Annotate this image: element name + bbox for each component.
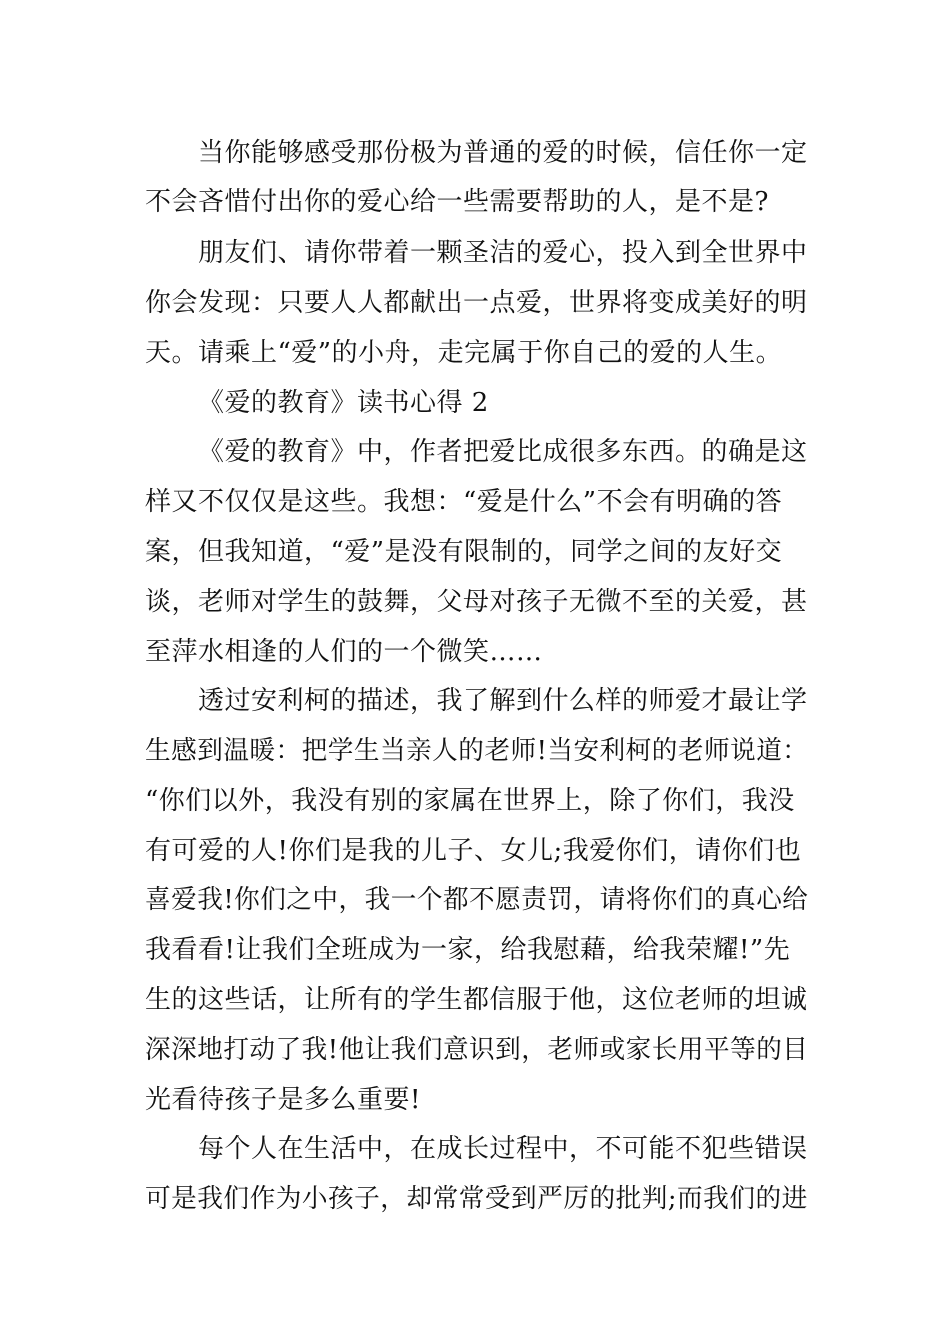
text-line: 喜爱我!你们之中，我一个都不愿责罚，请将你们的真心给 bbox=[145, 885, 809, 915]
text-line: 每个人在生活中，在成长过程中，不可能不犯些错误 bbox=[198, 1134, 808, 1164]
text-line: 透过安利柯的描述，我了解到什么样的师爱才最让学 bbox=[198, 686, 808, 716]
text-line: 生的这些话，让所有的学生都信服于他，这位老师的坦诚 bbox=[145, 985, 808, 1015]
text-line: 至萍水相逢的人们的一个微笑…… bbox=[145, 637, 543, 667]
text-line: 我看看!让我们全班成为一家，给我慰藉，给我荣耀!”先 bbox=[145, 935, 791, 965]
text-line: 当你能够感受那份极为普通的爱的时候，信任你一定 bbox=[198, 138, 808, 168]
text-line: 案，但我知道，“爱”是没有限制的，同学之间的友好交 bbox=[145, 537, 783, 567]
text-line: 有可爱的人!你们是我的儿子、女儿;我爱你们，请你们也 bbox=[145, 836, 802, 866]
section-heading: 《爱的教育》读书心得 2 bbox=[198, 388, 489, 418]
text-line: 样又不仅仅是这些。我想：“爱是什么”不会有明确的答 bbox=[145, 487, 783, 517]
text-line: 朋友们、请你带着一颗圣洁的爱心，投入到全世界中 bbox=[198, 238, 808, 268]
text-line: 《爱的教育》中，作者把爱比成很多东西。的确是这 bbox=[198, 437, 808, 467]
text-line: “你们以外，我没有别的家属在世界上，除了你们，我没 bbox=[145, 786, 795, 816]
text-line: 生感到温暖：把学生当亲人的老师!当安利柯的老师说道： bbox=[145, 736, 809, 766]
text-line: 你会发现：只要人人都献出一点爱，世界将变成美好的明 bbox=[145, 288, 808, 318]
text-line: 不会吝惜付出你的爱心给一些需要帮助的人，是不是? bbox=[145, 187, 769, 217]
text-line: 深深地打动了我!他让我们意识到，老师或家长用平等的目 bbox=[145, 1035, 809, 1065]
text-line: 谈，老师对学生的鼓舞，父母对孩子无微不至的关爱，甚 bbox=[145, 587, 808, 617]
text-line: 光看待孩子是多么重要! bbox=[145, 1085, 421, 1115]
text-line: 可是我们作为小孩子，却常常受到严厉的批判;而我们的进 bbox=[145, 1184, 808, 1214]
text-line: 天。请乘上“爱”的小舟，走完属于你自己的爱的人生。 bbox=[145, 338, 783, 368]
